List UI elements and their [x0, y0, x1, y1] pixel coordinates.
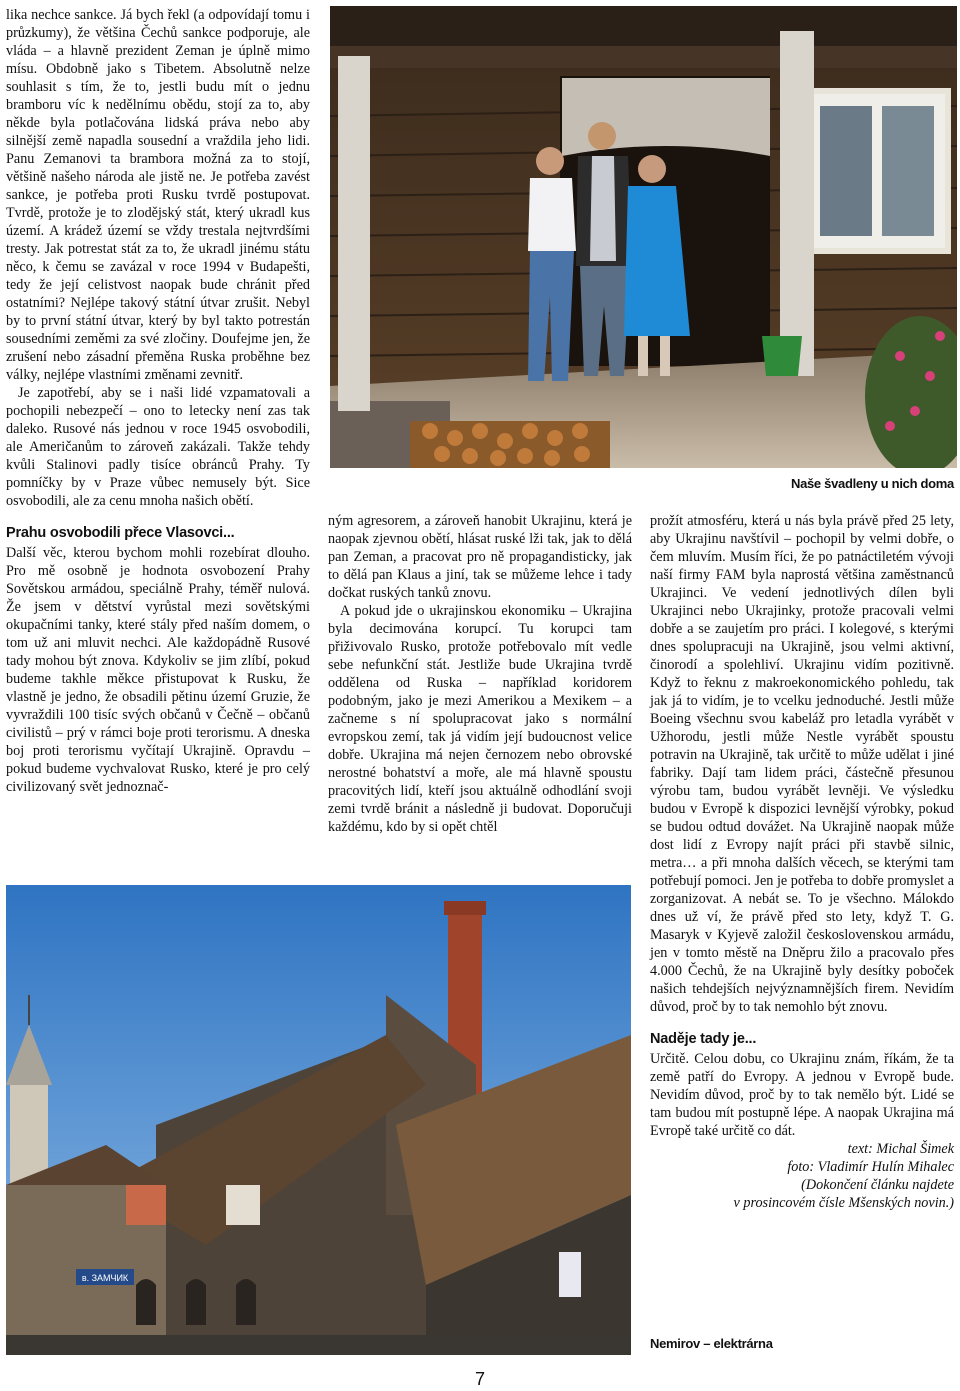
- photo-caption: Naše švadleny u nich doma: [790, 476, 954, 491]
- page-number: 7: [474, 1369, 485, 1389]
- article-column-2: [328, 512, 632, 836]
- article-column-1: [6, 6, 310, 796]
- paragraph: Určitě. Celou dobu, co Ukrajinu znám, říkám, že ta země patří do Evropy. A jednou v Evropě bude. Nevidím důvod, proč by to tak nemělo být. Lidé se tam budou mít postupně lépe. A naopak Ukrajina má Evropě také určitě co dát.: [650, 1051, 954, 1139]
- photo-power-plant: [6, 885, 631, 1355]
- article-column-3: [650, 512, 954, 1212]
- continuation-note: v prosincovém čísle Mšenských novin.): [733, 1195, 954, 1211]
- paragraph: prožít atmosféru, která u nás byla právě před 25 lety, aby Ukrajinu navštívil – pochopil by velmi dobře, o čem mluvím. Musím říci, že po patnáctiletém vývoji naší firmy FAM byla naprostá většina zaměstnanců Ukrajinci. Ve vedení jednotlivých dílen byli Ukrajinci nebo Ukrajinky, protože pracovali velmi dobře a se zaujetím pro práci. I kolegové, s kterými dnes spolupracuji na Ukrajině, jsou velmi aktivní, činorodí a spolehliví. Ukrajinu vidím pozitivně. Když to řeknu z makroekonomického pohledu, tak jak já to vidím, je to vcelku jednoduché. Jestli může Boeing všechnu svou kabeláž pro letadla vyrábět v Užhorodu, jestli může Nestle vyrábět spoustu potravin na Ukrajině, tak určitě to může udělat i jiné fabriky. Dají tam lidem práci, částečně přesunou výrobu tam, budou vyrábět levněji. Ve výsledku budou v Evropě k dispozici levnější výrobky, pokud se budou odtud dovážet. Na Ukrajině naopak může dost lidí z Evropy najít práci při stavbě silnic, metra… a při mnoha dalších věcech, se kterými tam potřebují pomoci. Jen je potřeba to dobře promyslet a zorganizovat. A nebát se. To je všechno. Málokdo dnes už ví, že právě před sto lety, když T. G. Masaryk v Kyjevě založil československou armádu, jen v tomto městě na Dněpru žilo a pracovalo přes 4.000 Čechů, že na Ukrajině byly desítky poboček našich tehdejších nejvýznamnějších firem. Nevidím důvod, proč by to tak nemohlo být znovu.: [650, 513, 954, 1015]
- continuation-note: (Dokončení článku najdete: [801, 1177, 954, 1193]
- paragraph: lika nechce sankce. Já bych řekl (a odpovídají tomu i průzkumy), že většina Čechů sankce podporuje, ale vláda – a hlavně prezident Zeman je úplně mimo mísu. Obdobně jako s Tibetem. Absolutně nelze souhlasit s tím, že to, jestli budu mít o jednu bramboru víc k nedělnímu obědu, stojí za to, aby někde byla potlačována lidská práva nebo aby silnější země napadla sousední a vraždila jeho lidi. Panu Zemanovi ta brambora možná za to stojí, většině našeho národa ale jistě ne. Je potřeba zavést sankce, je potřeba proti Rusku tvrdě postupovat. Tvrdě, protože je to zlodějský stát, který ukradl kus území. A krádež území se vždy trestala nejtvrdšími tresty. Jak potrestat stát za to, že ukradl jinému státu něco, k čemu se zavázal v roce 1994 v Budapešti, tedy že její celistvost naopak bude chránit před ostatními? Nejlépe takový státní útvar zrušit. Nebyl by to první státní útvar, který by byl takto potrestán sousedními zeměmi za své zločiny. Doufejme jen, že zrušení nebo zásadní přeměna Ruska proběhne bez války, nejlépe vlastními změnami zevnitř.: [6, 7, 310, 383]
- section-heading: Prahu osvobodili přece Vlasovci...: [6, 525, 235, 541]
- photo-seamstresses: [330, 6, 957, 468]
- photo-credit: foto: Vladimír Hulín Mihalec: [787, 1159, 954, 1175]
- section-heading: Naděje tady je...: [650, 1031, 757, 1047]
- paragraph: ným agresorem, a zároveň hanobit Ukrajinu, která je naopak zjevnou obětí, hlásat ruské lži tak, jak to dělá pan Zeman, a pracovat pro ně propagandisticky, jak to dělá pan Klaus a jiní, tak se můžeme lehce i tady dočkat ruských tanků znovu.: [328, 513, 632, 601]
- paragraph: A pokud jde o ukrajinskou ekonomiku – Ukrajina byla decimována korupcí. Tu korupci tam přiživovalo Rusko, protože potřebovalo mít vedle sebe nefunkční stát. Jestliže bude Ukrajina tvrdě oddělena od Ruska – například koridorem podobným, jako je mezi Amerikou a Mexikem – a začneme s ní spolupracovat jako s normální evropskou zemí, tak já vidím její budoucnost velice dobře. Ukrajina má nejen černozem nebo obrovské nerostné bohatství a moře, ale má hlavně spoustu pracovitých lidí, kteří jsou aktuálně odhodlání svoji zemi tvrdě bránit a následně ji budovat. Doporučuji každému, kdo by si opět chtěl: [328, 603, 632, 835]
- author-credit: text: Michal Šimek: [847, 1141, 954, 1157]
- photo-caption: Nemirov – elektrárna: [650, 1336, 773, 1351]
- street-sign: в. ЗАМЧИК: [81, 1273, 129, 1283]
- paragraph: Další věc, kterou bychom mohli rozebírat dlouho. Pro mě osobně je hodnota osvobození Prahy Sovětskou armádou, speciálně Prahy, téměř nulová. Že jsem v dětství vyrůstal mezi sovětskými okupačními tanky, které stály před naším domem, o tom už ani mluvit nechci. Ale každopádně Rusové tady mohou být znova. Kdykoliv se jim zlíbí, pokud budeme takhle měkce přistupovat k Rusku, že vlastně je jedno, že obsadili pětinu území Gruzie, že vyvraždili 100 tisíc svých občanů v Čečně – občanů civilistů – prý v rámci boje proti terorismu. A dneska boj proti terorismu vyčítají Ukrajině. Opravdu – pokud budeme vychvalovat Rusko, které je pro celý civilizovaný svět jednoznač-: [6, 545, 310, 795]
- paragraph: Je zapotřebí, aby se i naši lidé vzpamatovali a pochopili nebezpečí – ono to letecky není zas tak daleko. Rusové nás jednou v roce 1945 osvobodili, ale Američanům to zároveň zakázali. Takže tehdy kvůli Stalinovi padly tisíce obránců Prahy. Ty pomníčky by v Praze vůbec nemusely být. Sice osvobodili, ale za cenu mnoha našich obětí.: [6, 385, 310, 509]
